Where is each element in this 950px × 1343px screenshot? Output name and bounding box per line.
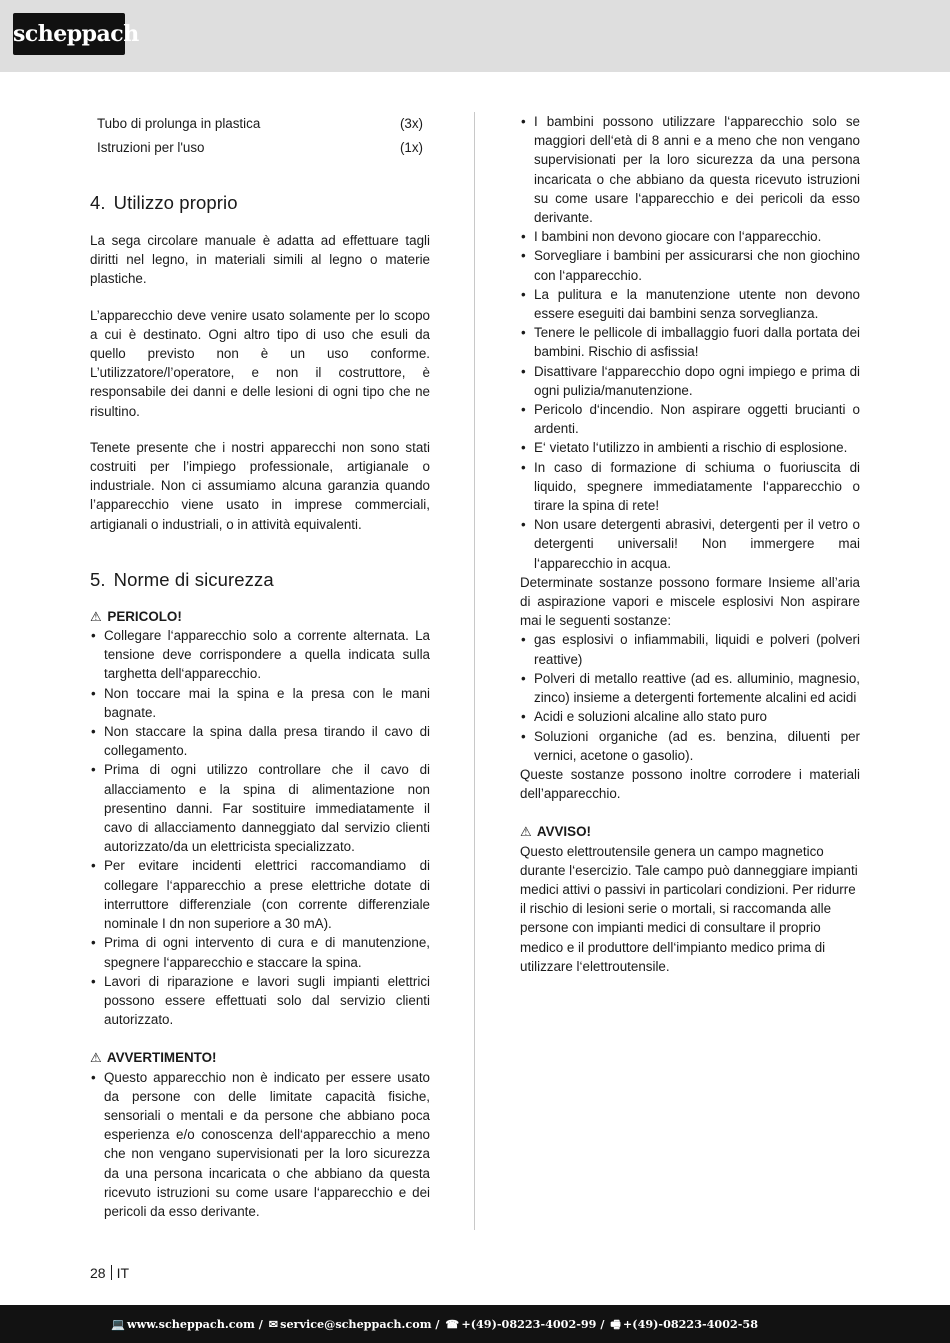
list-item: • Non toccare mai la spina e la presa con le mani bagnate. [90, 684, 430, 722]
list-item: • Questo apparecchio non è indicato per essere usato da persone con delle limitate capacità fisiche, sensoriali o mentali e da persone che abbiano poca esperienza e/o conoscenza dell‘apparecchio a meno che non vengano supervisionati per la loro sicurezza da una persona incaricata o che abbiano da questa ricevuto istruzioni su come usare l‘apparecchio e dei pericoli da esso derivante. [90, 1068, 430, 1222]
section-5-heading [90, 568, 430, 592]
right-column [520, 112, 860, 976]
section-number: 4. [90, 192, 106, 213]
paragraph: Determinate sostanze possono formare Insieme all’aria di aspirazione vapori e miscele esplosivi Non aspirare mai le seguenti sostanze: [520, 574, 860, 629]
phone-icon: ☎ [445, 1317, 460, 1331]
section-number: 5. [90, 568, 106, 590]
page-number-value: 28 [90, 1265, 106, 1281]
section-4-heading [90, 191, 430, 215]
list-item: • Prima di ogni intervento di cura e di manutenzione, spegnere l‘apparecchio e staccare la spina. [90, 933, 430, 971]
list-item: • Tenere le pellicole di imballaggio fuori dalla portata dei bambini. Rischio di asfissia! [520, 323, 860, 361]
scope-row [90, 136, 430, 160]
scope-qty: (3x) [399, 116, 423, 131]
list-item: • Sorvegliare i bambini per assicurarsi che non giochino con l‘apparecchio. [520, 246, 860, 284]
computer-icon: 💻 [111, 1317, 125, 1331]
page-number-separator [111, 1265, 112, 1280]
section-title: Norme di sicurezza [113, 568, 274, 590]
paragraph: Questo elettroutensile genera un campo magnetico durante l‘esercizio. Tale campo può danneggiare impianti medici attivi o passivi in particolari condizioni. Per ridurre il rischio di lesioni serie o mortali, si raccomanda alle persone con impianti medici di consultare il proprio medico e il produttore dell‘impianto medico prima di utilizzare l‘elettroutensile. [520, 843, 858, 974]
list-item: • Non staccare la spina dalla presa tirando il cavo di collegamento. [90, 722, 430, 760]
warning-label: ⚠ AVVERTIMENTO! [90, 1050, 217, 1066]
list-item: • Prima di ogni utilizzo controllare che il cavo di allacciamento e la spina di alimentazione non presentino danni. Far sostituire immediatamente il cavo di allacciamento danneggiato dal servizio clienti autorizzato/da un elettricista specializzato. [90, 760, 430, 856]
page-language: IT [116, 1265, 130, 1281]
page-footer [0, 1305, 950, 1343]
list-item: • Non usare detergenti abrasivi, detergenti per il vetro o detergenti universali! Non immergere mai l‘apparecchio in acqua. [520, 515, 860, 573]
footer-fax: +(49)-08223-4002-58 [622, 1317, 758, 1331]
footer-email: service@scheppach.com / [280, 1317, 440, 1331]
list-item: • Lavori di riparazione e lavori sugli impianti elettrici possono essere effettuati solo dal servizio clienti autorizzato. [90, 972, 430, 1030]
section-title: Utilizzo proprio [113, 192, 238, 213]
scope-item: Istruzioni per l'uso [97, 139, 205, 155]
warning-triangle-icon: ⚠ [520, 824, 532, 840]
danger-label: ⚠ PERICOLO! [90, 608, 182, 624]
warning-list [90, 1068, 430, 1222]
scope-qty: (1x) [399, 139, 423, 155]
footer-website: www.scheppach.com / [127, 1317, 263, 1331]
scope-list [90, 112, 430, 159]
warning-triangle-icon: ⚠ [90, 1050, 102, 1066]
list-item: • La pulitura e la manutenzione utente non devono essere eseguiti dai bambini senza sorveglianza. [520, 285, 860, 323]
scheppach-logo: scheppach [13, 13, 125, 55]
page-header [0, 0, 950, 72]
notice-label: ⚠ AVVISO! [520, 824, 591, 840]
list-item: • E‘ vietato l‘utilizzo in ambienti a rischio di esplosione. [520, 438, 860, 457]
column-divider [474, 112, 475, 1230]
warning-triangle-icon: ⚠ [90, 608, 102, 624]
children-safety-list [520, 112, 860, 573]
footer-phone: +(49)-08223-4002-99 / [461, 1317, 605, 1331]
paragraph: Queste sostanze possono inoltre corrodere i materiali dell’apparecchio. [520, 766, 860, 802]
substances-list [520, 630, 860, 764]
scope-item: Tubo di prolunga in plastica [97, 116, 261, 131]
page-number [90, 1264, 129, 1282]
list-item: • gas esplosivi o infiammabili, liquidi e polveri (polveri reattive) [520, 630, 860, 668]
paragraph: L’apparecchio deve venire usato solamente per lo scopo a cui è destinato. Ogni altro tipo di uso che esuli da quello previsto non è un uso conforme. L’utilizzatore/l’operatore, e non il costruttore, è responsabile dei danni e delle lesioni di ogni tipo che ne risultino. [90, 307, 430, 419]
fax-icon: 🖷 [610, 1317, 621, 1331]
list-item: • Disattivare l‘apparecchio dopo ogni impiego e prima di ogni pulizia/manutenzione. [520, 362, 860, 400]
danger-list [90, 626, 430, 1029]
list-item: • Per evitare incidenti elettrici raccomandiamo di collegare l‘apparecchio a prese elettriche dotate di interruttore differenziale (con corrente differenziale nominale I dn non superiore a 30 mA). [90, 856, 430, 933]
paragraph: Tenete presente che i nostri apparecchi non sono stati costruiti per l’impiego professionale, artigianale o industriale. Non ci assumiamo alcuna garanzia quando l’apparecchio viene usato in imprese commerciali, artigianali o industriali, o in attività equivalenti. [90, 439, 430, 532]
paragraph: La sega circolare manuale è adatta ad effettuare tagli diritti nel legno, in materiali simili al legno o materie plastiche. [90, 233, 430, 287]
scope-row [90, 112, 430, 136]
footer-contacts [111, 1315, 760, 1333]
list-item: • I bambini non devono giocare con l‘apparecchio. [520, 227, 860, 246]
list-item: • Polveri di metallo reattive (ad es. alluminio, magnesio, zinco) insieme a detergenti fortemente alcalini ed acidi [520, 669, 860, 707]
left-column [90, 112, 430, 1221]
list-item: • I bambini possono utilizzare l‘apparecchio solo se maggiori dell‘età di 8 anni e a meno che non vengano supervisionati per la loro sicurezza da una persona incaricata o che abbiano da questa ricevuto istruzioni su come usare l‘apparecchio e dei pericoli da esso derivante. [520, 112, 860, 227]
list-item: • Collegare l‘apparecchio solo a corrente alternata. La tensione deve corrispondere a quella indicata sulla targhetta dell‘apparecchio. [90, 626, 430, 684]
list-item: • Acidi e soluzioni alcaline allo stato puro [520, 707, 860, 726]
list-item: • In caso di formazione di schiuma o fuoriuscita di liquido, spegnere immediatamente l‘apparecchio o tirare la spina di rete! [520, 458, 860, 516]
list-item: • Pericolo d‘incendio. Non aspirare oggetti brucianti o ardenti. [520, 400, 860, 438]
list-item: • Soluzioni organiche (ad es. benzina, diluenti per vernici, acetone o gasolio). [520, 727, 860, 765]
envelope-icon: ✉ [268, 1317, 279, 1331]
